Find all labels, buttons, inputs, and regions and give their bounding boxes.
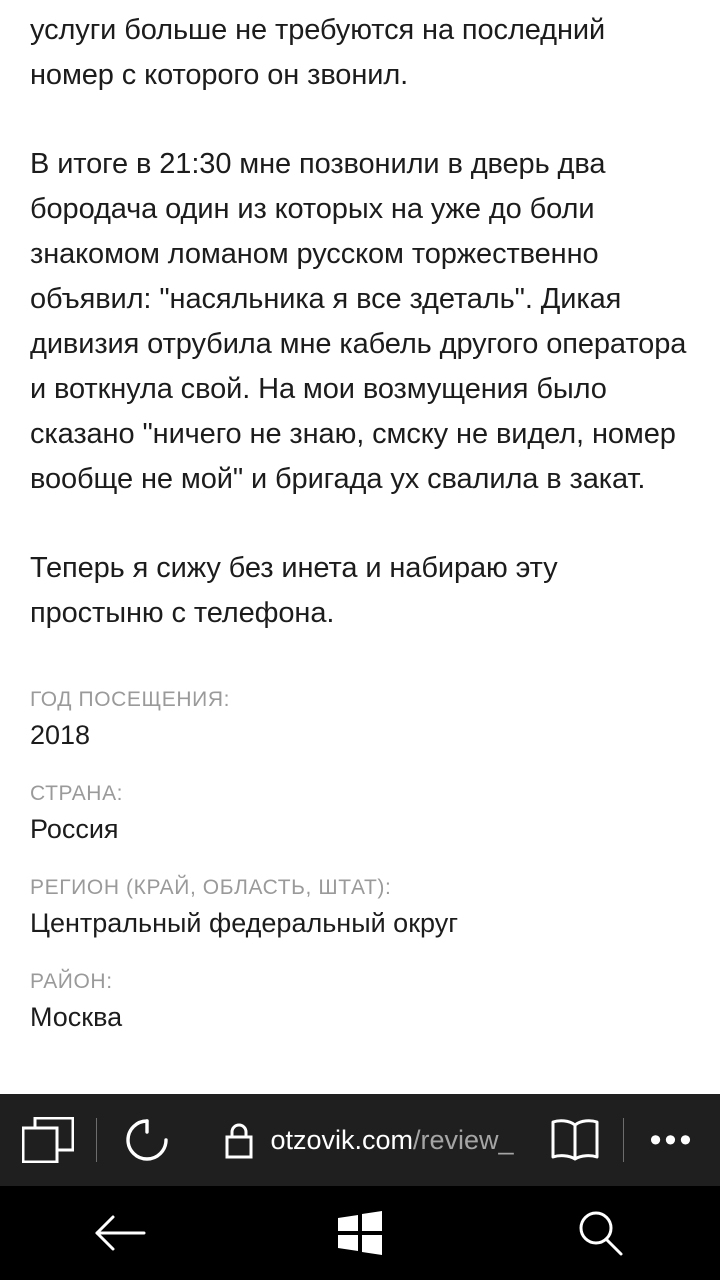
meta-field-country xyxy=(30,780,690,848)
more-options-button[interactable] xyxy=(624,1094,720,1186)
meta-label: РАЙОН: xyxy=(30,970,113,993)
reading-view-icon xyxy=(549,1117,601,1163)
review-paragraph: В итоге в 21:30 мне позвонили в дверь два бородача один из которых на уже до боли знакомом ломаном русском торжественно объявил: "насяльника я все здеталь". Дикая дивизия отрубила мне кабель другого оператора и воткнула свой. На мои возмущения было сказано "ничего не знаю, смску не видел, номер вообще не мой" и бригада ух свалила в закат. xyxy=(30,148,687,495)
meta-value: 2018 xyxy=(30,720,91,750)
windows-start-icon xyxy=(336,1210,384,1256)
meta-field-year xyxy=(30,686,690,754)
search-button[interactable] xyxy=(480,1186,720,1280)
review-paragraph: услуги больше не требуются на последний номер с которого он звонил. xyxy=(30,14,606,91)
reading-view-button[interactable] xyxy=(527,1094,623,1186)
browser-bottom-bar xyxy=(0,1094,720,1186)
ellipsis-icon: ••• xyxy=(649,1121,695,1159)
meta-label: ГОД ПОСЕЩЕНИЯ: xyxy=(30,688,231,711)
meta-field-district xyxy=(30,968,690,1036)
review-paragraph: Теперь я сижу без инета и набираю эту простыню с телефона. xyxy=(30,552,558,629)
review-meta-fields xyxy=(30,686,690,1036)
back-arrow-icon xyxy=(92,1213,148,1253)
start-button[interactable] xyxy=(240,1186,480,1280)
tabs-icon xyxy=(22,1117,74,1163)
url-text xyxy=(270,1125,513,1156)
url-domain: otzovik.com xyxy=(270,1124,413,1155)
refresh-button[interactable] xyxy=(97,1094,197,1186)
meta-value: Центральный федеральный округ xyxy=(30,908,459,938)
lock-icon xyxy=(224,1121,254,1159)
refresh-icon xyxy=(123,1116,171,1164)
meta-value: Россия xyxy=(30,814,119,844)
tabs-button[interactable] xyxy=(0,1094,96,1186)
search-icon xyxy=(576,1209,624,1257)
meta-label: РЕГИОН (КРАЙ, ОБЛАСТЬ, ШТАТ): xyxy=(30,876,392,899)
back-button[interactable] xyxy=(0,1186,240,1280)
address-bar[interactable] xyxy=(197,1094,527,1186)
meta-value: Москва xyxy=(30,1002,123,1032)
url-path: /review_ xyxy=(413,1124,514,1155)
meta-field-region xyxy=(30,874,690,942)
meta-label: СТРАНА: xyxy=(30,782,124,805)
system-navigation-bar xyxy=(0,1186,720,1280)
